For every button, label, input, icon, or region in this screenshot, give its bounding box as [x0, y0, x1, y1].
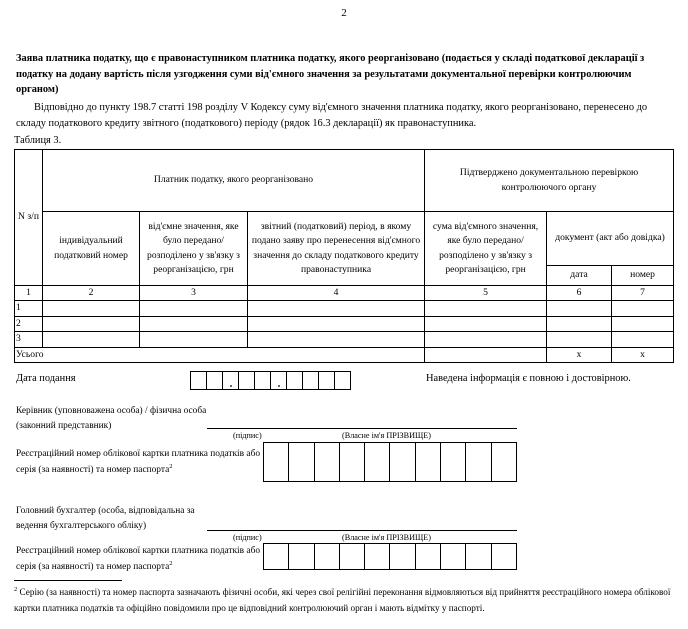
director-reg-number-input[interactable]	[263, 442, 517, 482]
name-caption: (Власне ім'я ПРІЗВИЩЕ)	[342, 431, 432, 440]
successor-table	[14, 149, 674, 363]
dot-separator	[278, 385, 280, 387]
date-digit-box[interactable]	[239, 372, 255, 389]
reg-digit-box[interactable]	[466, 443, 491, 481]
table-row	[15, 332, 674, 347]
cell-confirmed-sum[interactable]	[425, 301, 547, 316]
cell-doc-number[interactable]	[612, 332, 674, 347]
submission-date-label: Дата подання	[16, 373, 76, 384]
reg-digit-box[interactable]	[289, 544, 314, 569]
column-number: 4	[248, 286, 425, 301]
total-label: Усього	[15, 347, 425, 362]
cell-doc-number[interactable]	[612, 316, 674, 331]
header-document: документ (акт або довідка)	[547, 212, 674, 266]
reg-digit-box[interactable]	[416, 544, 441, 569]
column-number: 6	[547, 286, 612, 301]
reg-digit-box[interactable]	[289, 443, 314, 481]
cell-tax-number[interactable]	[43, 301, 140, 316]
cell-doc-date[interactable]	[547, 301, 612, 316]
form-title: Заява платника податку, що є правонаступником платника податку, якого реорганізовано (подається у складі податкової декларації з податку на додану вартість після узгодження суми від'ємного значення за результатами документальної перевірки контролюючим органом)	[16, 53, 645, 95]
total-number-na: x	[612, 347, 674, 362]
date-separator-box	[271, 372, 287, 389]
footnote	[14, 584, 684, 616]
reg-digit-box[interactable]	[466, 544, 491, 569]
footnote-ref: 2	[169, 462, 173, 470]
total-date-na: x	[547, 347, 612, 362]
header-n: N з/п	[15, 150, 43, 286]
footnote-text: Серію (за наявності) та номер паспорта зазначають фізичні особи, які через свої релігійні переконання відмовляються від прийняття реєстраційного номера облікової картки платника податків та офіційно повідомили про це відповідний контролюючий орган і мають відмітку у паспорті.	[14, 587, 671, 613]
table-row	[15, 316, 674, 331]
accountant-role-label: Головний бухгалтер (особа, відповідальна за ведення бухгалтерського обліку)	[16, 506, 195, 531]
row-number: 3	[15, 332, 43, 347]
accountant-reg-number-input[interactable]	[263, 543, 517, 570]
cell-period[interactable]	[248, 332, 425, 347]
header-col2: індивідуальний податковий номер	[43, 212, 140, 286]
reg-digit-box[interactable]	[365, 443, 390, 481]
reg-digit-box[interactable]	[492, 443, 517, 481]
footnote-divider	[14, 580, 122, 581]
column-number: 7	[612, 286, 674, 301]
accountant-signature-line[interactable]	[207, 530, 517, 531]
cell-period[interactable]	[248, 301, 425, 316]
director-role-label: Керівник (уповноважена особа) / фізична особа (законний представник)	[16, 406, 207, 431]
accountant-reg-label	[16, 543, 266, 575]
column-number-row	[15, 286, 674, 301]
page-number: 2	[341, 7, 347, 19]
submission-date-input[interactable]	[190, 371, 351, 390]
header-row-2	[15, 212, 674, 266]
reg-digit-box[interactable]	[390, 443, 415, 481]
date-digit-box[interactable]	[207, 372, 223, 389]
reg-digit-box[interactable]	[264, 443, 289, 481]
director-reg-label	[16, 446, 266, 478]
director-signature-line[interactable]	[207, 428, 517, 429]
header-group-payer: Платник податку, якого реорганізовано	[43, 150, 425, 212]
reg-label-text: Реєстраційний номер облікової картки платника податків або серія (за наявності) та номер паспорта	[16, 546, 261, 572]
reg-digit-box[interactable]	[315, 544, 340, 569]
signature-caption: (підпис)	[233, 431, 262, 440]
reg-digit-box[interactable]	[416, 443, 441, 481]
header-col5: сума від'ємного значення, яке було передано/розподілено у зв'язку з реорганізацією, грн	[425, 212, 547, 286]
header-col6: дата	[547, 266, 612, 286]
reg-digit-box[interactable]	[340, 544, 365, 569]
total-row	[15, 347, 674, 362]
reg-label-text: Реєстраційний номер облікової картки платника податків або серія (за наявності) та номер паспорта	[16, 449, 261, 475]
reg-digit-box[interactable]	[492, 544, 517, 569]
date-digit-box[interactable]	[335, 372, 351, 389]
date-digit-box[interactable]	[319, 372, 335, 389]
date-digit-box[interactable]	[303, 372, 319, 389]
cell-confirmed-sum[interactable]	[425, 316, 547, 331]
total-sum[interactable]	[425, 347, 547, 362]
table-row	[15, 301, 674, 316]
footnote-ref: 2	[169, 559, 173, 567]
column-number: 2	[43, 286, 140, 301]
header-col4: звітний (податковий) період, в якому подано заяву про перенесення від'ємного значення до складу податкового кредиту правонаступника	[248, 212, 425, 286]
cell-negative-value[interactable]	[140, 332, 248, 347]
header-col3: від'ємне значення, яке було передано/розподілено у зв'язку з реорганізацією, грн	[140, 212, 248, 286]
cell-period[interactable]	[248, 316, 425, 331]
cell-doc-date[interactable]	[547, 316, 612, 331]
reg-digit-box[interactable]	[365, 544, 390, 569]
header-row-1	[15, 150, 674, 212]
row-number: 2	[15, 316, 43, 331]
reg-digit-box[interactable]	[264, 544, 289, 569]
row-number: 1	[15, 301, 43, 316]
certification-statement: Наведена інформація є повною і достовірною.	[426, 373, 631, 384]
name-caption: (Власне ім'я ПРІЗВИЩЕ)	[342, 533, 432, 542]
reg-digit-box[interactable]	[340, 443, 365, 481]
date-digit-box[interactable]	[255, 372, 271, 389]
reg-digit-box[interactable]	[441, 544, 466, 569]
date-digit-box[interactable]	[287, 372, 303, 389]
column-number: 1	[15, 286, 43, 301]
footnote-marker: 2	[14, 585, 18, 593]
cell-negative-value[interactable]	[140, 301, 248, 316]
intro-paragraph: Відповідно до пункту 198.7 статті 198 розділу V Кодексу суму від'ємного значення платника податку, якого реорганізовано, перенесено до складу податкового кредиту звітного (податкового) періоду (рядок 16.3 декларації) як правонаступника.	[16, 102, 648, 129]
header-col7: номер	[612, 266, 674, 286]
column-number: 5	[425, 286, 547, 301]
cell-tax-number[interactable]	[43, 332, 140, 347]
cell-negative-value[interactable]	[140, 316, 248, 331]
header-group-confirmed: Підтверджено документальною перевіркою контролюючого органу	[425, 150, 674, 212]
signature-caption: (підпис)	[233, 533, 262, 542]
reg-digit-box[interactable]	[390, 544, 415, 569]
cell-tax-number[interactable]	[43, 316, 140, 331]
cell-doc-number[interactable]	[612, 301, 674, 316]
table-caption: Таблиця 3.	[14, 135, 62, 146]
reg-digit-box[interactable]	[315, 443, 340, 481]
cell-doc-date[interactable]	[547, 332, 612, 347]
date-digit-box[interactable]	[191, 372, 207, 389]
cell-confirmed-sum[interactable]	[425, 332, 547, 347]
date-separator-box	[223, 372, 239, 389]
dot-separator	[230, 385, 232, 387]
column-number: 3	[140, 286, 248, 301]
reg-digit-box[interactable]	[441, 443, 466, 481]
